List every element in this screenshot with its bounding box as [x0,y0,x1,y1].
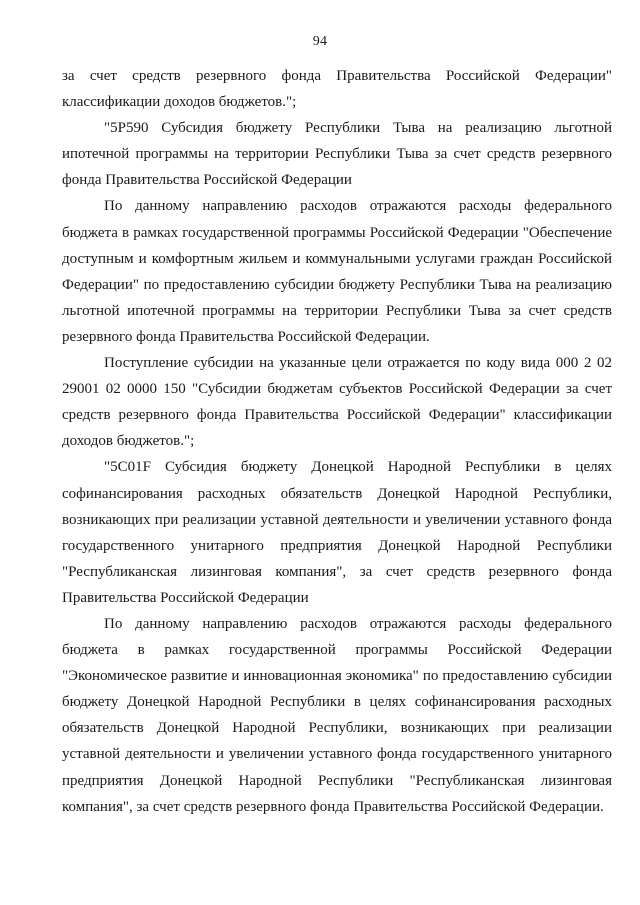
paragraph-5p590-revenue: Поступление субсидии на указанные цели отражается по коду вида 000 2 02 29001 02 0000 150 "Субсидии бюджетам субъектов Российской Федерации за счет средств резервного фонда Правительства Российской Федерации" классификации доходов бюджетов."; [62,355,612,450]
paragraph-5c01f-description: По данному направлению расходов отражаются расходы федерального бюджета в рамках государственной программы Российской Федерации "Экономическое развитие и инновационная экономика" по предоставлению субсидии бюджету Донецкой Народной Республики в целях софинансирования расходных обязательств Донецкой Народной Республики, возникающих при реализации уставной деятельности и увеличении уставного фонда государственного унитарного предприятия Донецкой Народной Республики "Республиканская лизинговая компания", за счет средств резервного фонда Правительства Российской Федерации. [62,615,612,815]
paragraph-5p590-description: По данному направлению расходов отражаются расходы федерального бюджета в рамках государственной программы Российской Федерации "Обеспечение доступным и комфортным жильем и коммунальными услугами граждан Российской Федерации" по предоставлению субсидии бюджету Республики Тыва на реализацию льготной ипотечной программы на территории Республики Тыва за счет средств резервного фонда Правительства Российской Федерации. [62,198,612,345]
document-body [62,63,612,820]
paragraph-5c01f-title: "5С01F Субсидия бюджету Донецкой Народной Республики в целях софинансирования расходных обязательств Донецкой Народной Республики, возникающих при реализации уставной деятельности и увеличении уставного фонда государственного унитарного предприятия Донецкой Народной Республики "Республиканская лизинговая компания", за счет средств резервного фонда Правительства Российской Федерации [62,459,612,606]
paragraph-5p590-title: "5Р590 Субсидия бюджету Республики Тыва на реализацию льготной ипотечной программы на территории Республики Тыва за счет средств резервного фонда Правительства Российской Федерации [62,120,612,189]
page-number: 94 [312,34,328,49]
paragraph-continuation: за счет средств резервного фонда Правительства Российской Федерации" классификации доходов бюджетов."; [62,68,612,111]
